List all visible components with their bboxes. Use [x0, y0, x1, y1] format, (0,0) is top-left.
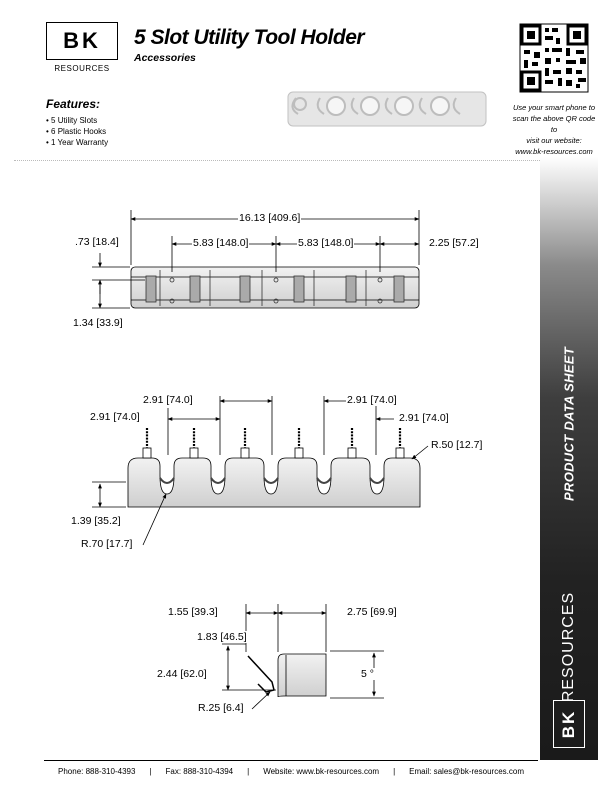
dim-hook-spacing: 2.91 [74.0] [347, 394, 397, 406]
sidebar-logo-text: BK [559, 709, 578, 739]
dim-slot-radius: R.70 [17.7] [81, 538, 133, 550]
footer-phone: Phone: 888-310-4393 [58, 767, 136, 776]
bk-logo-subtitle: RESOURCES [54, 64, 110, 73]
dim-slot-spacing: 5.83 [148.0] [298, 237, 354, 249]
dim-depth: 1.34 [33.9] [73, 317, 123, 329]
dim-hook-spacing: 2.91 [74.0] [399, 412, 449, 424]
product-category: Accessories [134, 52, 196, 64]
dim-slot-spacing: 5.83 [148.0] [193, 237, 249, 249]
dim-overall-length: 16.13 [409.6] [239, 212, 301, 224]
footer-separator: | [393, 767, 396, 776]
feature-item: • 5 Utility Slots [46, 116, 98, 125]
dim-hook-spacing: 2.91 [74.0] [90, 411, 140, 423]
qr-caption-line: scan the above QR code to [512, 114, 596, 134]
product-data-sheet-label: PRODUCT DATA SHEET [561, 347, 577, 501]
dim-hook-offset: 1.55 [39.3] [168, 606, 218, 618]
dim-base-height: 1.39 [35.2] [71, 515, 121, 527]
footer-website-link[interactable]: Website: www.bk-resources.com [263, 767, 380, 776]
footer-divider [44, 760, 538, 761]
dim-angle: 5 ° [361, 668, 374, 680]
qr-code[interactable] [520, 24, 588, 92]
footer-contact [44, 767, 538, 776]
footer-email-link[interactable]: Email: sales@bk-resources.com [409, 767, 524, 776]
feature-item: • 6 Plastic Hooks [46, 127, 107, 136]
qr-caption-line: www.bk-resources.com [515, 147, 593, 156]
bk-logo-text: BK [63, 28, 101, 53]
qr-caption-line: Use your smart phone to [512, 103, 596, 112]
product-photo [288, 92, 486, 126]
footer-separator: | [149, 767, 152, 776]
dim-overall-height: 2.44 [62.0] [157, 668, 207, 680]
dim-corner-radius: R.50 [12.7] [431, 439, 483, 451]
footer-separator: | [247, 767, 250, 776]
dim-hook-radius: R.25 [6.4] [198, 702, 244, 714]
dim-hook-height: 1.83 [46.5] [197, 631, 247, 643]
dim-top-offset: .73 [18.4] [75, 236, 119, 248]
sidebar-brand: RESOURCES [560, 591, 577, 703]
side-view-drawing [222, 604, 384, 709]
product-title: 5 Slot Utility Tool Holder [134, 26, 365, 49]
dim-hook-spacing: 2.91 [74.0] [143, 394, 193, 406]
dim-body-depth: 2.75 [69.9] [347, 606, 397, 618]
qr-caption-line: visit our website: [526, 136, 582, 145]
features-heading: Features: [46, 97, 101, 111]
front-view-drawing [92, 396, 428, 545]
top-view-drawing [92, 210, 419, 308]
feature-item: • 1 Year Warranty [46, 138, 109, 147]
footer-fax: Fax: 888-310-4394 [165, 767, 234, 776]
dim-end-offset: 2.25 [57.2] [429, 237, 479, 249]
